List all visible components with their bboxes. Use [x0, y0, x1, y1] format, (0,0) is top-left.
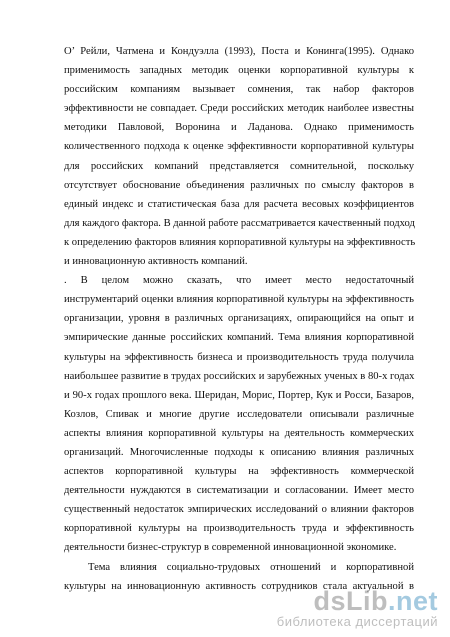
text-line: деятельности бизнес-структур в современной инновационной экономике. — [64, 542, 397, 554]
text-line: корпоративной культуры на производительность труда и эффективность — [64, 523, 414, 535]
text-line: Тема влияния социально-трудовых отношений и корпоративной — [88, 561, 414, 573]
text-line: Козлов, Спивак и многие другие исследователи описывали различные — [64, 408, 414, 420]
text-line: . В целом можно сказать, что имеет место недостаточный — [64, 275, 414, 287]
text-line: единый индекс и статистическая база для расчета весовых коэффициентов — [64, 198, 414, 210]
watermark-subtitle: библиотека диссертаций — [276, 614, 438, 629]
text-line: деятельности нуждаются в систематизации и согласовании. Имеет место — [64, 485, 414, 497]
watermark-logo-main: dsLib — [313, 586, 388, 616]
text-line: российским компаниям вызывает сомнения, так набор факторов — [64, 84, 414, 96]
text-line: О’ Рейли, Чатмена и Кондуэлла (1993), Поста и Конинга(1995). Однако — [64, 46, 414, 57]
text-line: культуры на эффективность бизнеса и производительность труда получила — [64, 351, 414, 363]
watermark-logo — [277, 587, 438, 615]
text-line: для каждого фактора. В данной работе рассматривается качественный подход — [64, 217, 415, 229]
text-line: методики Павловой, Воронина и Ладанова. Однако применимость — [64, 122, 414, 134]
text-line: аспектов корпоративной культуры на эффективность коммерческой — [64, 466, 414, 478]
watermark-logo-accent: .net — [387, 586, 438, 616]
text-line: культуры на инновационную активность сотрудников стала актуальной в — [64, 580, 414, 592]
text-line: организаций. Многочисленные подходы к описанию влияния различных — [64, 446, 414, 458]
document-page — [64, 42, 414, 596]
text-line: аспекты влияния корпоративной культуры на деятельность коммерческих — [64, 427, 414, 439]
text-line: количественного подхода к оценке эффективности корпоративной культуры — [64, 141, 414, 153]
text-line: отсутствует обоснование объединения различных по смыслу факторов в — [64, 179, 414, 191]
text-line: к определению факторов влияния корпоративной культуры на эффективность — [64, 236, 416, 248]
text-line: наибольшее развитие в трудах российских и зарубежных ученых в 80-х годах — [64, 370, 415, 382]
text-line: эффективности не совпадает. Среди российских методик наиболее известны — [64, 103, 414, 115]
text-line: для российских компаний представляется сомнительной, поскольку — [64, 160, 414, 172]
text-line: и инновационную активность компаний. — [64, 256, 248, 268]
text-line: существенный недостаток эмпирических исследований о влиянии факторов — [64, 504, 414, 516]
text-line: и 90-х годах прошлого века. Шеридан, Морис, Портер, Кук и Росси, Базаров, — [64, 389, 414, 401]
text-line: инструментарий оценки влияния корпоративной культуры на эффективность — [64, 294, 414, 306]
text-line: эмпирические данные российских компаний. Тема влияния корпоративной — [64, 332, 414, 344]
text-line: организации, уровня в различных организациях, опирающийся на опыт и — [64, 313, 414, 325]
text-line: применимость западных методик оценки корпоративной культуры к — [64, 65, 414, 77]
site-watermark — [277, 587, 438, 629]
